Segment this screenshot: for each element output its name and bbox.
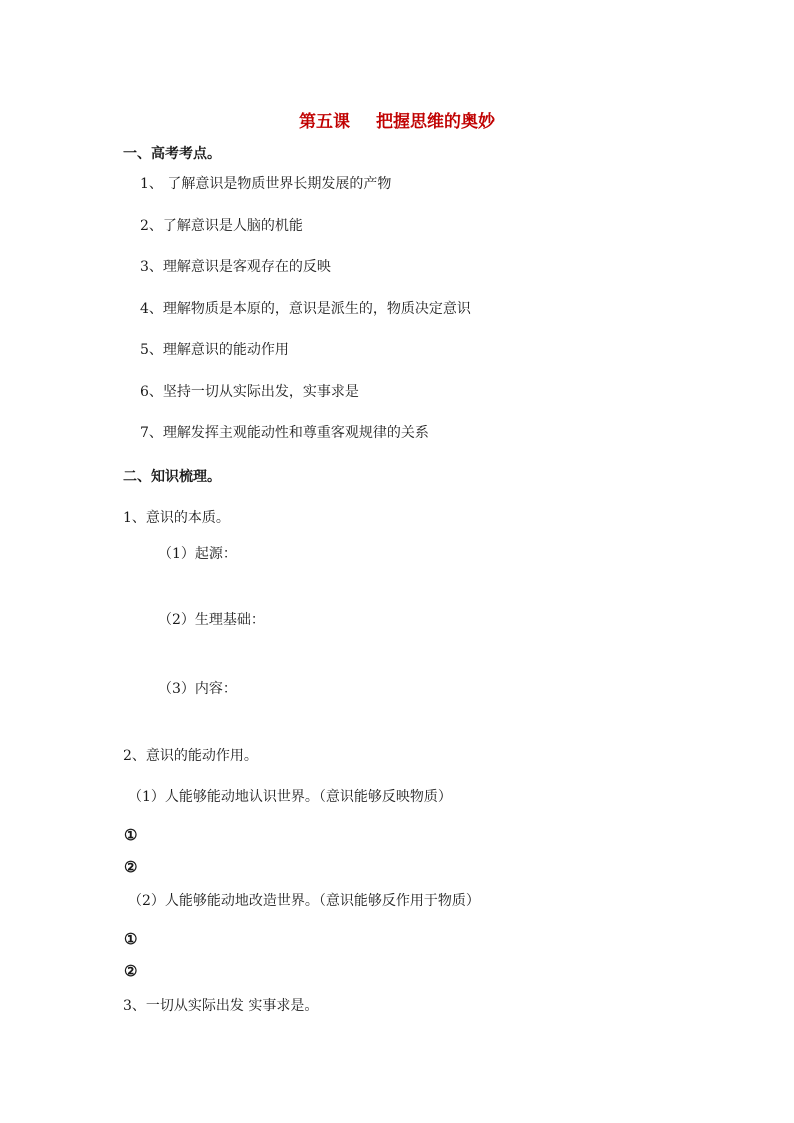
- exam-point-item: 1、 了解意识是物质世界长期发展的产物: [140, 176, 392, 192]
- exam-point-item: 5、理解意识的能动作用: [140, 342, 289, 358]
- knowledge-part-title: 3、一切从实际出发 实事求是。: [123, 998, 319, 1014]
- section-heading-knowledge: 二、知识梳理。: [123, 469, 221, 485]
- knowledge-subitem: （1）人能够能动地认识世界。（意识能够反映物质）: [128, 789, 452, 805]
- exam-point-item: 2、了解意识是人脑的机能: [140, 218, 303, 234]
- section-heading-exam-points: 一、高考考点。: [123, 146, 221, 162]
- numbered-mark: ②: [124, 858, 138, 876]
- knowledge-subitem: （3）内容：: [158, 681, 237, 697]
- exam-point-item: 3、理解意识是客观存在的反映: [140, 259, 331, 275]
- knowledge-part-title: 2、意识的能动作用。: [123, 748, 258, 764]
- title-lesson-number: 第五课: [299, 112, 350, 132]
- knowledge-subitem: （2）生理基础：: [158, 612, 265, 628]
- exam-point-item: 4、理解物质是本原的，意识是派生的，物质决定意识: [140, 301, 471, 317]
- numbered-mark: ①: [124, 826, 138, 844]
- knowledge-subitem: （1）起源：: [158, 546, 237, 562]
- exam-point-item: 7、理解发挥主观能动性和尊重客观规律的关系: [140, 425, 429, 441]
- exam-point-item: 6、坚持一切从实际出发，实事求是: [140, 384, 359, 400]
- page-title: [0, 111, 794, 133]
- title-lesson-name: 把握思维的奥妙: [376, 112, 495, 132]
- knowledge-subitem: （2）人能够能动地改造世界。（意识能够反作用于物质）: [128, 893, 480, 909]
- numbered-mark: ①: [124, 930, 138, 948]
- numbered-mark: ②: [124, 962, 138, 980]
- knowledge-part-title: 1、意识的本质。: [123, 510, 230, 526]
